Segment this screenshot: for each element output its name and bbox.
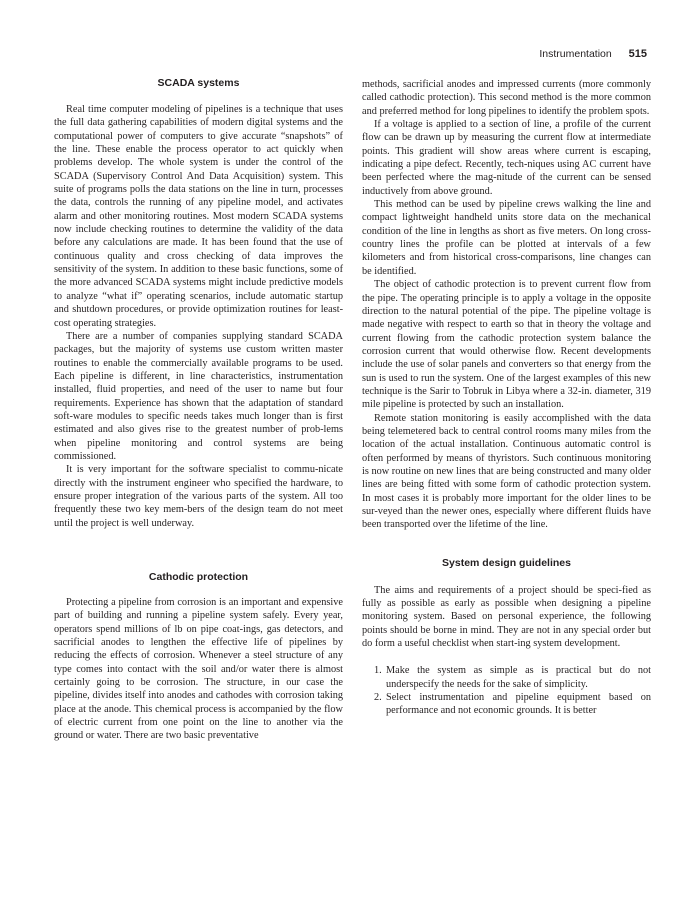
heading-system-design-guidelines: System design guidelines [442, 556, 571, 569]
scada-paragraph-2: There are a number of companies supplying standard SCADA packages, but the majority of systems use custom written master routines to enable the commercially available programs to be used. Each pipeline is different, in line characteristics, instrumentation installed, fluid properties, and need of the user to name but four requirements. Experience has shown that the adaptation of standard soft-ware modules to specific needs takes much longer than is first estimated and also gives rise to the greatest number of prob-lems when pipeline monitoring and control systems are being commissioned. [54, 330, 343, 462]
guidelines-intro: The aims and requirements of a project should be speci-fied as fully as possible as early as possible when designing a pipeline monitoring system. Based on personal experience, the following points should be borne in mind. They are not in any special order but do form a useful checklist when start-ing system development. [362, 584, 651, 650]
scada-paragraph-3: It is very important for the software specialist to commu-nicate directly with the instrument engineer who specified the hardware, to ensure proper integration of the various parts of the system. All too frequently these two key mem-bers of the design team do not meet until the project is well underway. [54, 464, 343, 529]
right-paragraph-2: If a voltage is applied to a section of line, a profile of the current flow can be drawn up by measuring the current flow at intermediate points. This gradient will show areas where current is escaping, indicating a pipe defect. Recently, tech-niques using AC current have been perfected where the mag-nitude of the current can be sensed inductively from above ground. [362, 119, 651, 197]
list-item-number: 1. [374, 665, 382, 677]
right-column [362, 78, 651, 718]
list-item [362, 691, 651, 718]
heading-cathodic-protection: Cathodic protection [148, 571, 249, 583]
heading-scada-systems: SCADA systems [157, 77, 240, 89]
scada-paragraph-1: Real time computer modeling of pipelines is a technique that uses the full data gathering capabilities of modern digital systems and the computational power of computers to give accurate “snapshots” of the line. These enable the process operator to act quickly when problems develop. The whole system is under the control of the SCADA (Supervisory Control And Data Acquisition) system. This suite of programs polls the data stations on the line in turn, processes the data, controls the running of any pipeline model, and activates alarm and other monitoring routines. Most modern SCADA systems now include checking routines to determine the validity of the data before any calculations are made. It has been found that the use of continuous quality and cross checking of data improves the sensitivity of the system. In addition to these basic functions, some of the more advanced SCADA systems might include predictive models to analyze “what if” operating scenarios, include automatic startup and shutdown procedures, or provide optimization routines for least-cost operating strategies. [54, 104, 343, 329]
list-item-text: Make the system as simple as is practical but do not underspecify the needs for the sake of simplicity. [386, 665, 651, 690]
cathodic-paragraph-1: Protecting a pipeline from corrosion is an important and expensive part of building and running a pipeline system safely. Every year, operators spend millions of lb on pipe coat-ings, gas detectors, and sacrificial anodes to lengthen the effective life of pipelines by reducing the effects of corrosion. Whenever a steel structure of any type comes into contact with the soil and/or water there is almost certainly going to be corrosion. The structure, in our case the pipeline, divides itself into anodes and cathodes with corrosion taking place at the anode. This chemical process is accompanied by the flow of electric current from one point on the line to another via the ground or water. There are two basic preventative [54, 597, 343, 742]
page-number: 515 [628, 48, 647, 60]
right-paragraph-4: The object of cathodic protection is to prevent current flow from the pipe. The operating principle is to apply a voltage in the opposite direction to the natural potential of the pipe. The pipeline voltage is made negative with respect to earth so that in theory the voltage and current flowing from the cathodic protection system balance the corrosion current that would otherwise flow. Recent developments include the use of solar panels and converters so that energy from the sun is used to run the system. One of the largest examples of this new technique is the Sarir to Tobruk in Libya where a 32-in. diameter, 319 mile pipeline is protected by such an installation. [362, 279, 651, 411]
list-item-text: Select instrumentation and pipeline equipment based on performance and not economic grounds. It is better [386, 692, 651, 717]
right-paragraph-3: This method can be used by pipeline crews walking the line and compact lightweight handheld units store data on the mechanical condition of the line in lengths as short as five meters. On long cross-country lines the profile can be plotted at intervals of a few kilometers and from historical cross-comparisons, line changes can be identified. [362, 199, 651, 277]
list-item [362, 664, 651, 691]
right-paragraph-5: Remote station monitoring is easily accomplished with the data being telemetered back to central control rooms many miles from the location of the actual installation. Continuous automatic control is often performed by means of thyristors. Such continuous monitoring is now routine on new lines that are being constructed and many older lines are being fitted with some form of cathodic protection system. In most cases it is probably more important for the older lines to be sur-veyed than the newer ones, especially where different fluids have been transported over the lifetime of the line. [362, 412, 651, 531]
list-item-number: 2. [374, 692, 382, 704]
right-paragraph-1: methods, sacrificial anodes and impressed currents (more commonly called cathodic protection). This second method is the more common and preferred method for long pipelines to identify the problem spots. [362, 79, 651, 117]
guidelines-list [362, 664, 651, 717]
left-column [54, 76, 343, 743]
running-header [539, 48, 647, 60]
section-title: Instrumentation [539, 48, 612, 60]
